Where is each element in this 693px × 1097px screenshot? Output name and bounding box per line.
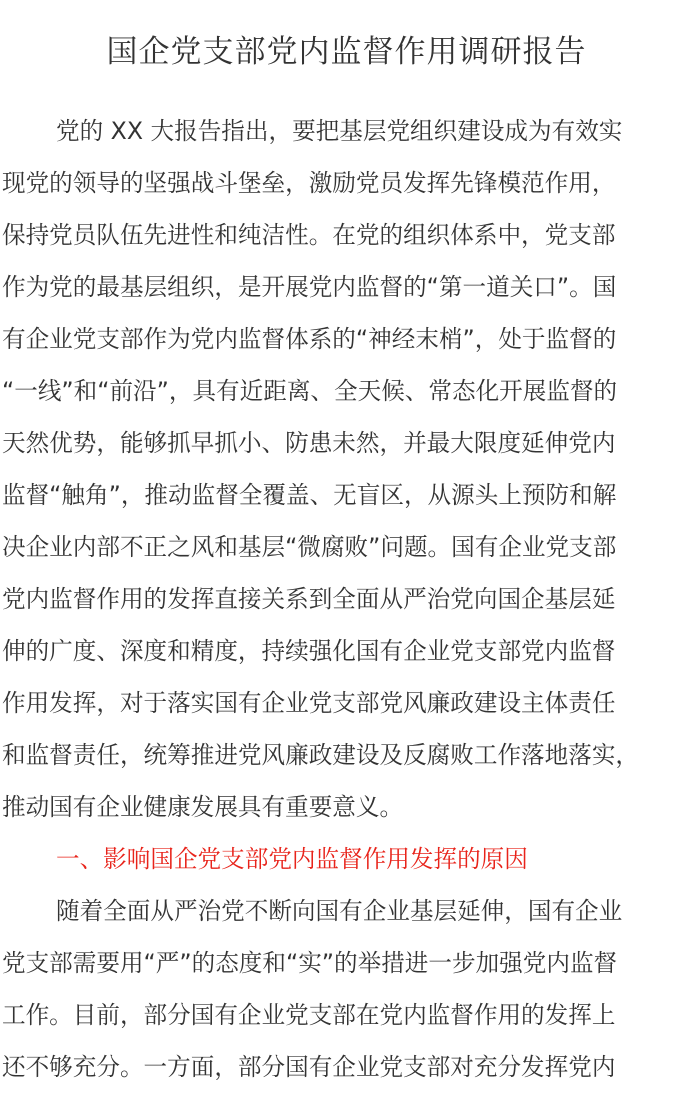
text-line: 推动国有企业健康发展具有重要意义。	[2, 793, 404, 821]
text-line: 作用发挥，对于落实国有企业党支部党风廉政建设主体责任	[2, 689, 616, 717]
text-line: 党支部需要用“严”的态度和“实”的举措进一步加强党内监督	[2, 949, 618, 977]
text-line: 天然优势，能够抓早抓小、防患未然，并最大限度延伸党内	[2, 429, 616, 457]
text-line: 工作。目前，部分国有企业党支部在党内监督作用的发挥上	[2, 1001, 616, 1029]
text-line: 保持党员队伍先进性和纯洁性。在党的组织体系中，党支部	[2, 221, 616, 249]
section-heading: 一、影响国企党支部党内监督作用发挥的原因	[56, 845, 528, 873]
text-line: 还不够充分。一方面，部分国有企业党支部对充分发挥党内	[2, 1053, 616, 1081]
text-line: 监督“触角”，推动监督全覆盖、无盲区，从源头上预防和解	[2, 481, 617, 509]
text-line: “一线”和“前沿”，具有近距离、全天候、常态化开展监督的	[2, 377, 618, 405]
text-line: 决企业内部不正之风和基层“微腐败”问题。国有企业党支部	[2, 533, 617, 561]
text-line: 党内监督作用的发挥直接关系到全面从严治党向国企基层延	[2, 585, 616, 613]
text-line: 随着全面从严治党不断向国有企业基层延伸，国有企业	[56, 897, 623, 925]
text-line: 和监督责任，统筹推进党风廉政建设及反腐败工作落地落实，	[2, 741, 640, 769]
text-line: 有企业党支部作为党内监督体系的“神经末梢”，处于监督的	[2, 325, 617, 353]
text-line: 现党的领导的坚强战斗堡垒，激励党员发挥先锋模范作用，	[2, 169, 616, 197]
text-line: 伸的广度、深度和精度，持续强化国有企业党支部党内监督	[2, 637, 616, 665]
document-title: 国企党支部党内监督作用调研报告	[106, 34, 587, 70]
text-line: 作为党的最基层组织，是开展党内监督的“第一道关口”。国	[2, 273, 617, 301]
text-line: 党的 XX 大报告指出，要把基层党组织建设成为有效实	[56, 117, 623, 145]
